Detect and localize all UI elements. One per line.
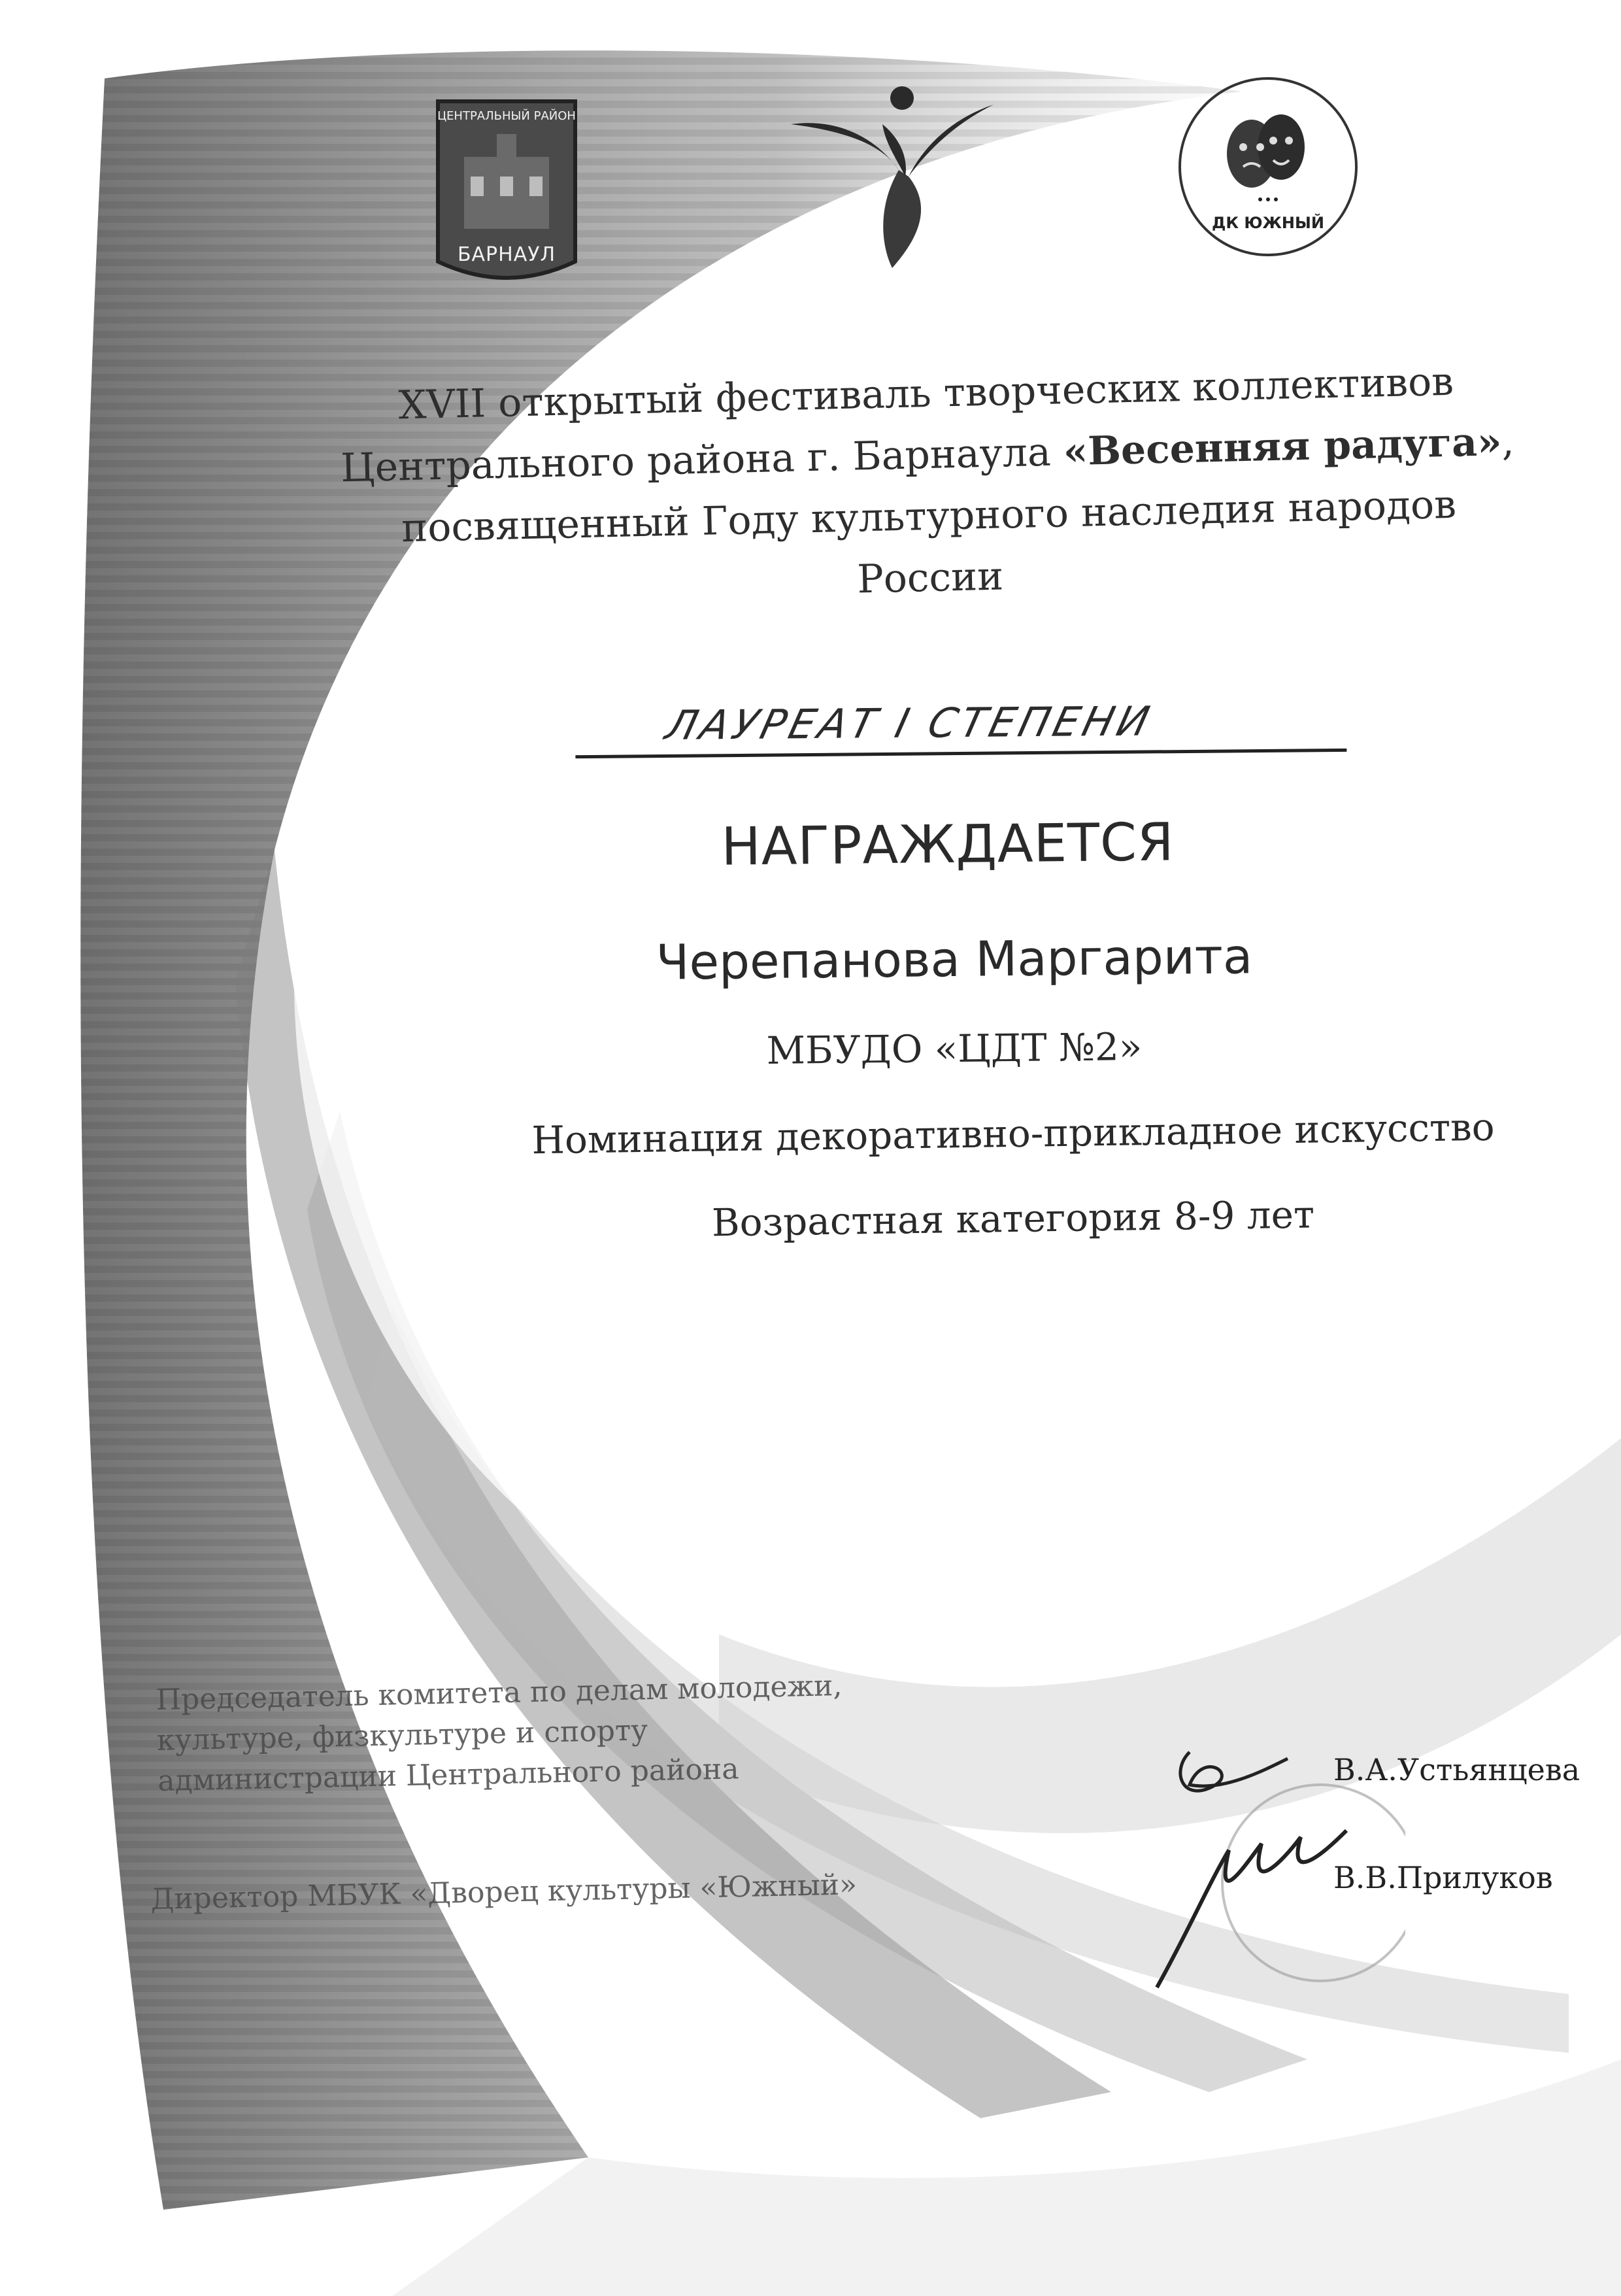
- dk-yuzhny-logo: [1170, 69, 1366, 278]
- dk-yuzhny-label: ДК ЮЖНЫЙ: [1212, 214, 1324, 232]
- festival-dancer-logo: [784, 78, 1000, 275]
- signature-2: [1157, 1831, 1346, 1987]
- heading-line-2-suffix: ,: [1501, 418, 1515, 465]
- signatory-name-1: В.А.Устьянцева: [1333, 1752, 1580, 1787]
- heading-line-1: XVII открытый фестиваль творческих коллективов: [397, 358, 1454, 429]
- crest-top-label: ЦЕНТРАЛЬНЫЙ РАЙОН: [437, 109, 576, 123]
- award-degree-handwritten: ЛАУРЕАТ I СТЕПЕНИ: [661, 697, 1158, 750]
- award-degree-line: [575, 690, 1347, 758]
- festival-name: «Весенняя радуга»: [1062, 419, 1503, 475]
- barnaul-crest-logo: [431, 98, 582, 294]
- age-category-text: Возрастная категория 8-9 лет: [711, 1192, 1315, 1245]
- crest-bottom-label: БАРНАУЛ: [457, 243, 556, 266]
- heading-line-2-prefix: Центрального района г. Барнаула: [340, 429, 1064, 492]
- awarded-label: НАГРАЖДАЕТСЯ: [721, 811, 1175, 877]
- nomination-text: Номинация декоративно-прикладное искусство: [531, 1104, 1496, 1163]
- recipient-name: Черепанова Маргарита: [656, 928, 1253, 991]
- dancer-icon: [784, 78, 1000, 275]
- signatory-name-2: В.В.Прилуков: [1333, 1860, 1553, 1895]
- recipient-organization: МБУДО «ЦДТ №2»: [766, 1024, 1143, 1073]
- chair-title-line-1: Председатель комитета по делам молодежи,: [156, 1669, 843, 1717]
- chair-title-line-2: культуре, физкультуре и спорту: [156, 1714, 648, 1757]
- chair-title-line-3: администрации Центрального района: [157, 1752, 739, 1798]
- theatre-masks-icon: [1170, 69, 1366, 265]
- festival-heading: [337, 350, 1519, 622]
- heading-line-3: посвященный Году культурного наследия народов: [401, 481, 1457, 552]
- director-title: Директор МБУК «Дворец культуры «Южный»: [150, 1868, 858, 1916]
- chair-title: [156, 1664, 943, 1802]
- signature-1: [1180, 1752, 1288, 1791]
- heading-line-4: России: [856, 553, 1004, 603]
